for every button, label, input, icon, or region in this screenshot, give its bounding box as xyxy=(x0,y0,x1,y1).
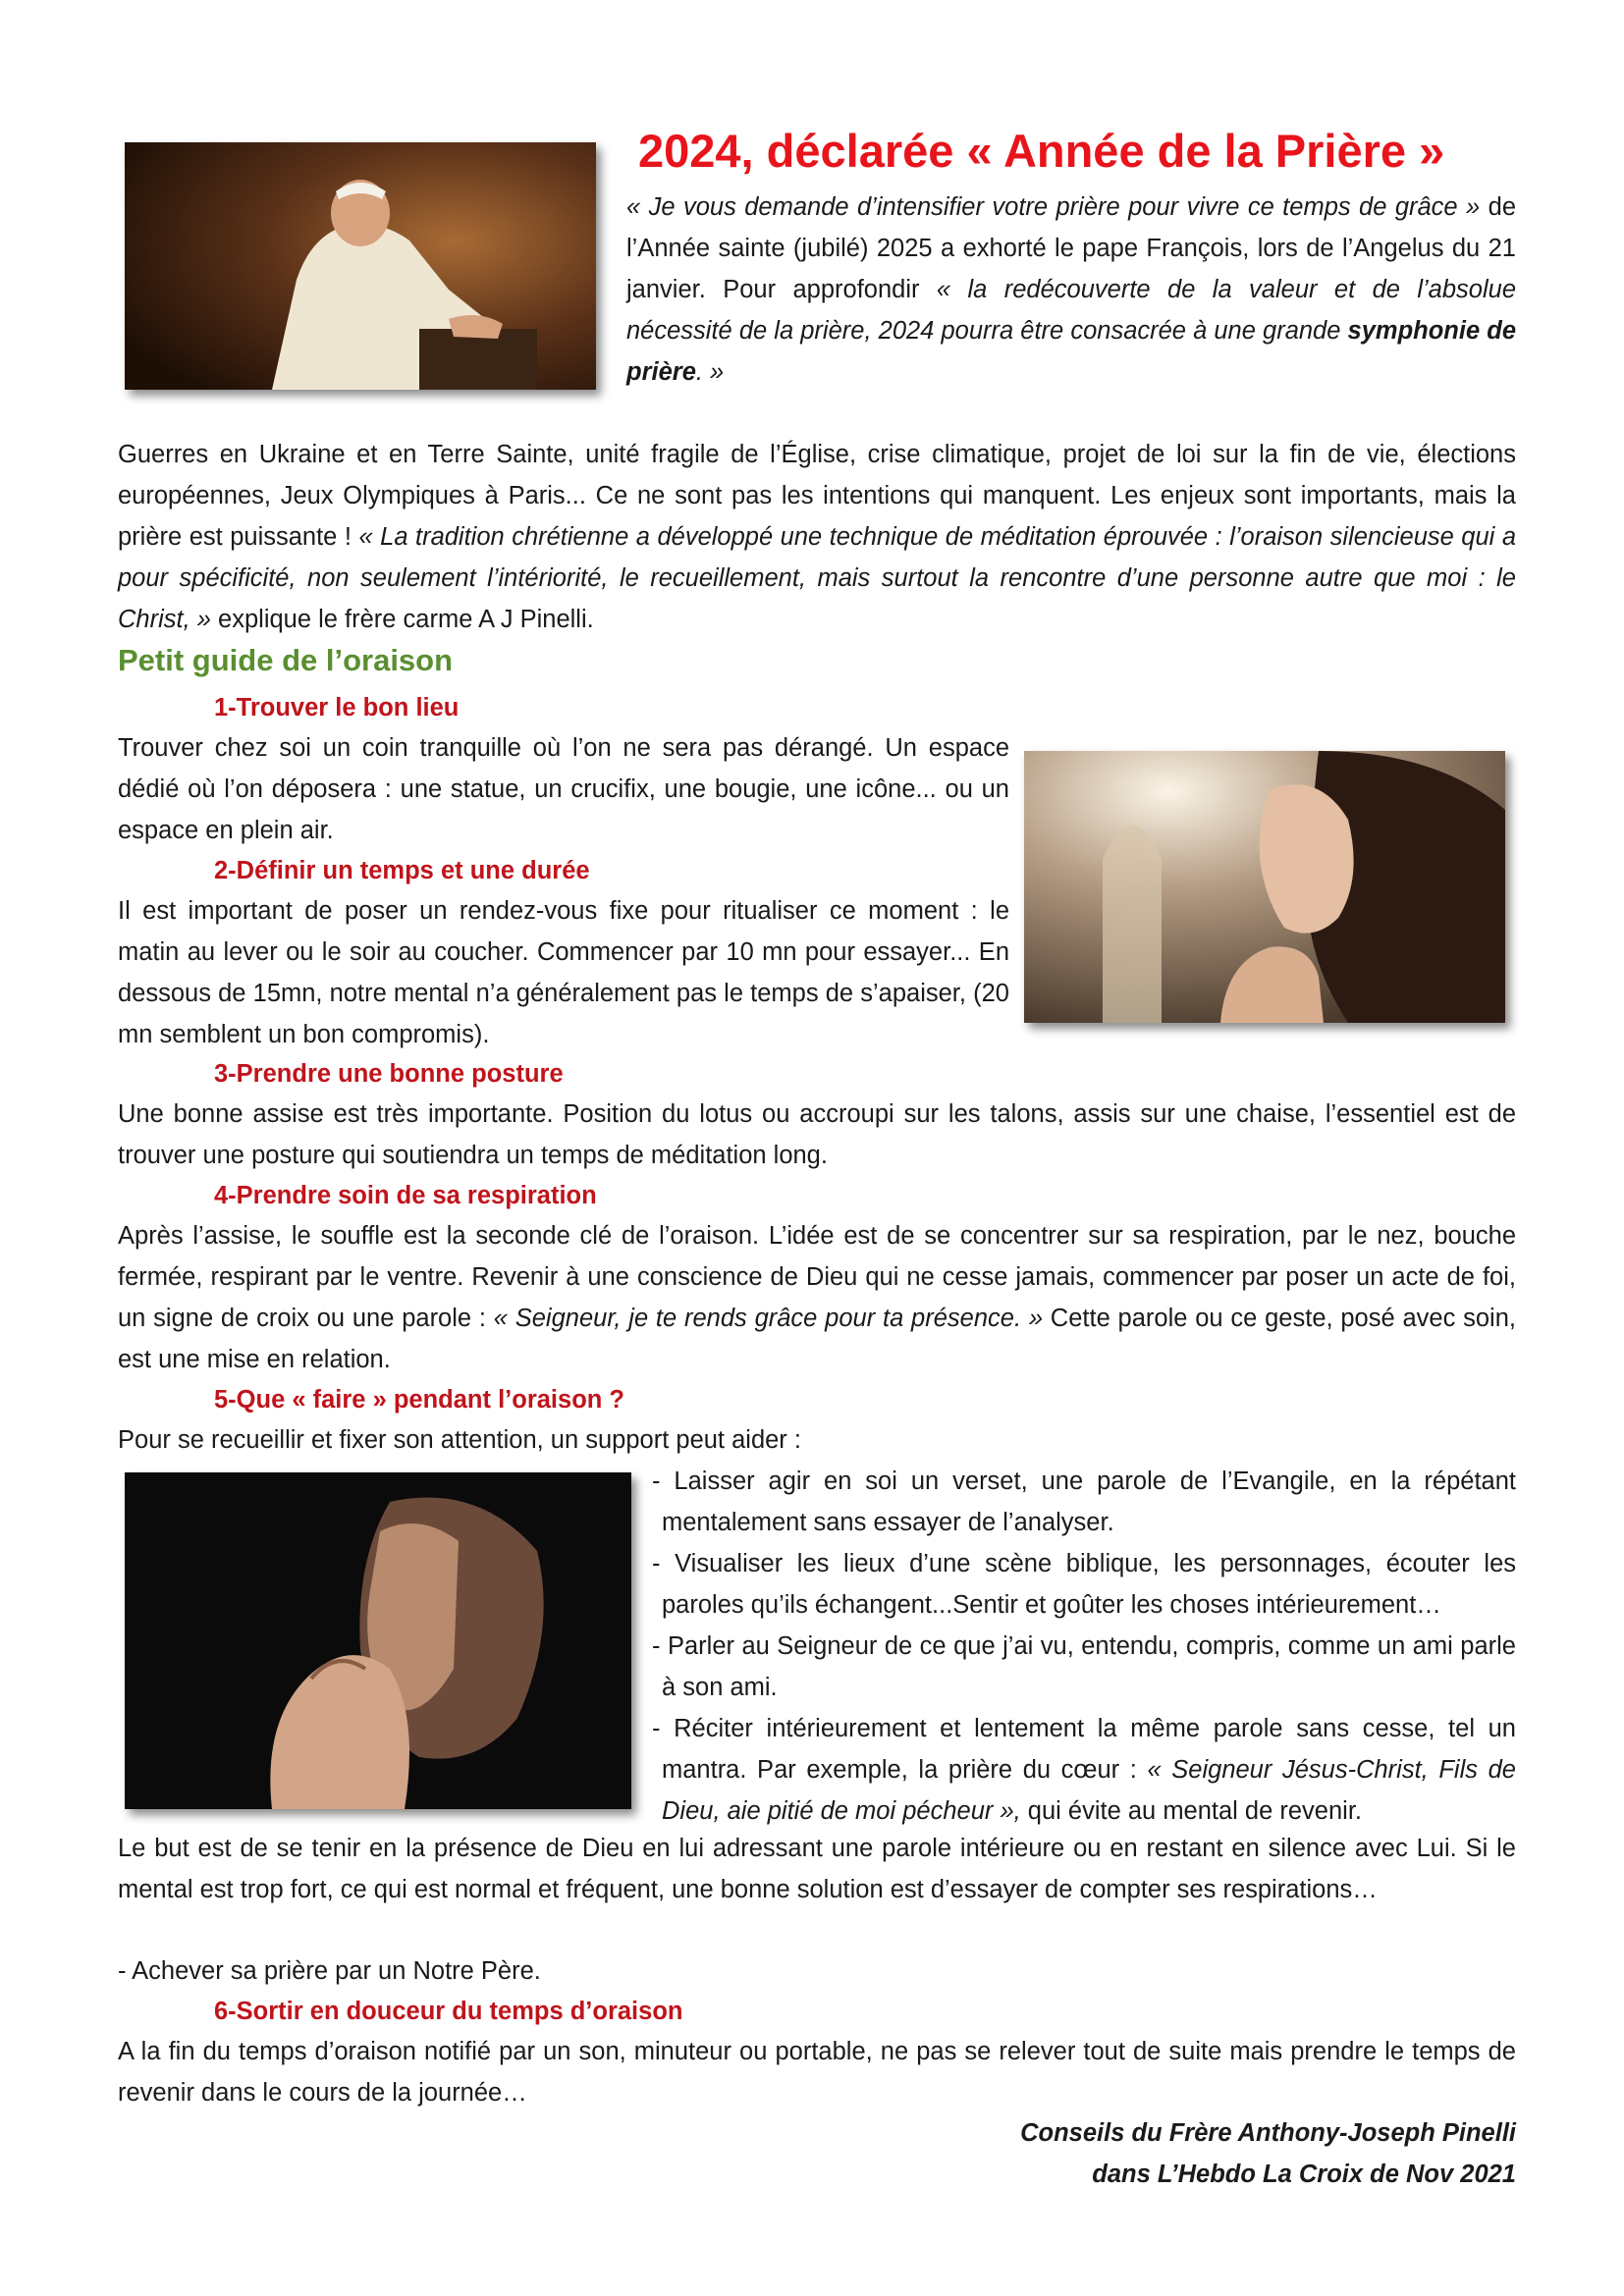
page-title: 2024, déclarée « Année de la Prière » xyxy=(638,125,1445,177)
signature-line-2: dans L’Hebdo La Croix de Nov 2021 xyxy=(1092,2161,1516,2188)
section-5-after: Le but est de se tenir en la présence de Dieu en lui adressant une parole intérieure ou en restant en silence avec Lui. Si le mental est trop fort, ce qui est normal et fréquent, une bonne solution est d’essayer de compter ses respirations… xyxy=(118,1835,1516,1903)
pinelli-quote: « La tradition chrétienne a développé une technique de méditation éprouvée : l’oraison silencieuse qui a pour spécificité, non seulement l’intériorité, le recueillement, mais surtout la rencontre d’une personne autre que moi : le Christ, » xyxy=(118,523,1517,633)
signature-line-1: Conseils du Frère Anthony-Joseph Pinelli xyxy=(1020,2119,1516,2147)
section-2-heading: 2-Définir un temps et une durée xyxy=(214,857,590,884)
coeur-prayer-quote: « Seigneur Jésus-Christ, Fils de Dieu, aie pitié de moi pécheur », xyxy=(662,1756,1516,1825)
grace-quote: « Seigneur, je te rends grâce pour ta présence. » xyxy=(493,1305,1044,1332)
man-praying-photo xyxy=(125,1472,631,1809)
section-3-text: Une bonne assise est très importante. Position du lotus ou accroupi sur les talons, assis sur une chaise, l’essentiel est de trouver une posture qui soutiendra un temps de méditation long. xyxy=(118,1100,1516,1169)
context-paragraph: Guerres en Ukraine et en Terre Sainte, unité fragile de l’Église, crise climatique, projet de loi sur la fin de vie, élections européennes, Jeux Olympiques à Paris... Ce ne sont pas les intentions qui manquent. Les enjeux sont importants, mais la prière est puissante ! « La tradition chrétienne a développé une technique de méditation éprouvée : l’oraison silencieuse qui a pour spécificité, non seulement l’intériorité, le recueillement, mais surtout la rencontre d’une personne autre que moi : le Christ, » explique le frère carme A J Pinelli. xyxy=(118,441,1517,633)
support-item-2: - Visualiser les lieux d’une scène biblique, les personnages, écouter les paroles qu’ils échangent...Sentir et goûter les choses intérieurement… xyxy=(652,1550,1516,1619)
section-6-heading: 6-Sortir en douceur du temps d’oraison xyxy=(214,1998,683,2025)
section-4-heading: 4-Prendre soin de sa respiration xyxy=(214,1182,597,1209)
symphonie-emphasis: symphonie de prière xyxy=(626,317,1517,386)
section-5-heading: 5-Que « faire » pendant l’oraison ? xyxy=(214,1386,625,1414)
section-5-achever: - Achever sa prière par un Notre Père. xyxy=(118,1957,541,1985)
intro-text: de l’Année sainte (jubilé) 2025 a exhorté le pape François, lors de l’Angelus du 21 janvier. Pour approfondir xyxy=(626,193,1517,303)
pope-quote: « Je vous demande d’intensifier votre prière pour vivre ce temps de grâce » xyxy=(626,193,1481,221)
section-4-text: Après l’assise, le souffle est la seconde clé de l’oraison. L’idée est de se concentrer sur sa respiration, par le nez, bouche fermée, respirant par le ventre. Revenir à une conscience de Dieu qui ne cesse jamais, commencer par poser un acte de foi, un signe de croix ou une parole : « Seigneur, je te rends grâce pour ta présence. » Cette parole ou ce geste, posé avec soin, est une mise en relation. xyxy=(118,1222,1516,1373)
support-item-4: - Réciter intérieurement et lentement la même parole sans cesse, tel un mantra. Par exemple, la prière du cœur : « Seigneur Jésus-Christ, Fils de Dieu, aie pitié de moi pécheur », qui évite au mental de revenir. xyxy=(652,1715,1516,1825)
section-1-heading: 1-Trouver le bon lieu xyxy=(214,694,460,721)
pope-praying-photo xyxy=(125,142,596,390)
guide-title: Petit guide de l’oraison xyxy=(118,643,454,677)
support-list xyxy=(652,1461,1516,1832)
intro-paragraph xyxy=(626,187,1516,393)
section-5-lead: Pour se recueillir et fixer son attention, un support peut aider : xyxy=(118,1426,801,1454)
signature xyxy=(118,2112,1516,2195)
support-item-3: - Parler au Seigneur de ce que j’ai vu, entendu, compris, comme un ami parle à son ami. xyxy=(652,1632,1516,1701)
section-1-text: Trouver chez soi un coin tranquille où l’on ne sera pas dérangé. Un espace dédié où l’on déposera : une statue, un crucifix, une bougie, une icône... ou un espace en plein air. xyxy=(118,734,1009,844)
pope-quote-2: « la redécouverte de la valeur et de l’absolue nécessité de la prière, 2024 pourra être consacrée à une grande symphonie de prière. » xyxy=(626,276,1517,386)
section-2-text: Il est important de poser un rendez-vous fixe pour ritualiser ce moment : le matin au lever ou le soir au coucher. Commencer par 10 mn pour essayer... En dessous de 15mn, notre mental n’a généralement pas le temps de s’apaiser, (20 mn semblent un bon compromis). xyxy=(118,897,1009,1048)
support-item-1: - Laisser agir en soi un verset, une parole de l’Evangile, en la répétant mentalement sans essayer de l’analyser. xyxy=(652,1468,1516,1536)
section-6-text: A la fin du temps d’oraison notifié par un son, minuteur ou portable, ne pas se relever tout de suite mais prendre le temps de revenir dans le cours de la journée… xyxy=(118,2038,1516,2107)
section-3-heading: 3-Prendre une bonne posture xyxy=(214,1060,564,1088)
